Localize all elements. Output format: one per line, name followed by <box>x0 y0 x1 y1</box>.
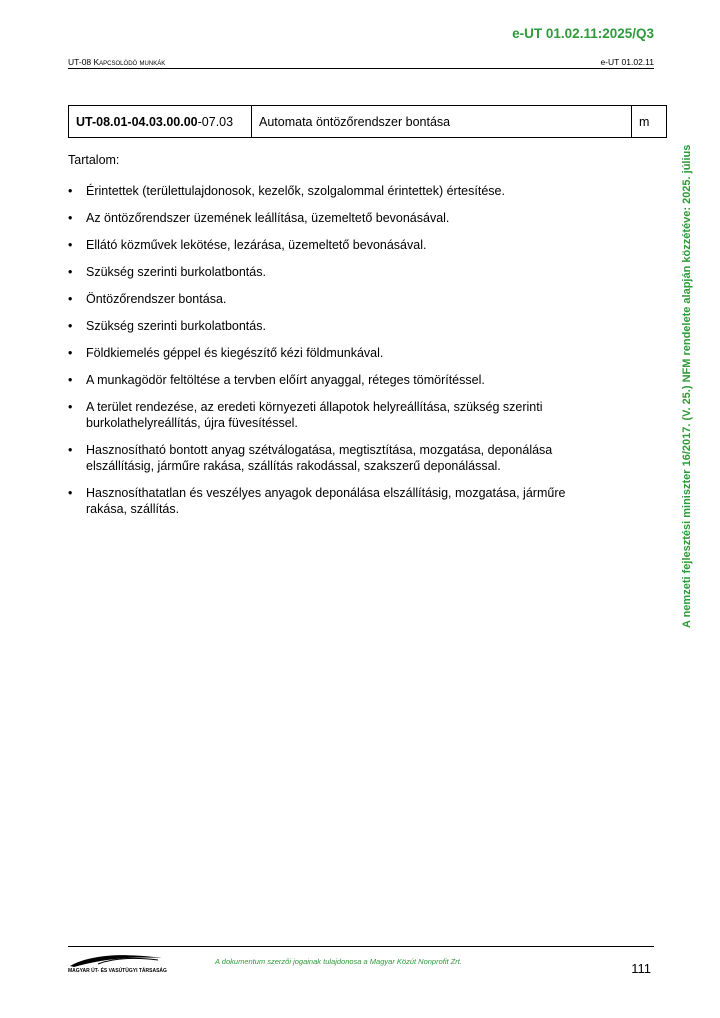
content-list-item <box>68 183 588 199</box>
document-reference: e-UT 01.02.11 <box>600 57 654 67</box>
bullet-icon: • <box>68 400 73 414</box>
item-name-cell: Automata öntözőrendszer bontása <box>252 106 632 137</box>
item-unit-cell: m <box>639 114 650 129</box>
content-list-item <box>68 372 588 388</box>
content-list-item-text: Az öntözőrendszer üzemének leállítása, üzemeltető bevonásával. <box>86 211 450 225</box>
content-list-item <box>68 291 588 307</box>
bullet-icon: • <box>68 238 73 252</box>
content-list-item-text: Hasznosíthatatlan és veszélyes anyagok deponálása elszállításig, mozgatása, járműre rakása, szállítás. <box>86 486 566 516</box>
side-note <box>671 98 691 628</box>
content-list <box>68 172 588 517</box>
content-list-item <box>68 237 588 253</box>
bullet-icon: • <box>68 292 73 306</box>
content-list-item <box>68 318 588 334</box>
running-header <box>68 56 654 69</box>
item-code-suffix: -07.03 <box>197 114 234 129</box>
bullet-icon: • <box>68 443 73 457</box>
item-code-cell <box>69 106 252 137</box>
content-label: Tartalom: <box>68 153 120 167</box>
content-list-item-text: Érintettek (területtulajdonosok, kezelők, szolgalommal érintettek) értesítése. <box>86 184 505 198</box>
section-title: UT-08 Kapcsolódó munkák <box>68 57 166 67</box>
logo-swoosh-icon <box>68 952 164 968</box>
content-list-item <box>68 210 588 226</box>
copyright-notice: A dokumentum szerzői jogainak tulajdonosa a Magyar Közút Nonprofit Zrt. <box>215 957 462 966</box>
content-list-item <box>68 485 588 517</box>
bullet-icon: • <box>68 346 73 360</box>
content-list-item-text: Szükség szerinti burkolatbontás. <box>86 319 266 333</box>
content-list-item <box>68 399 588 431</box>
side-note-text: A nemzeti fejlesztési miniszter 16/2017. (V. 25.) NFM rendelete alapján közzétéve: 2025. július <box>681 144 693 628</box>
content-list-item <box>68 345 588 361</box>
item-code-main: UT-08.01-04.03.00.00 <box>76 114 198 129</box>
content-list-item-text: Hasznosítható bontott anyag szétválogatása, megtisztítása, mozgatása, deponálása elszállításig, járműre rakása, szállítás rakodással, szakszerű deponálással. <box>86 443 553 473</box>
bullet-icon: • <box>68 211 73 225</box>
bullet-icon: • <box>68 486 73 500</box>
bullet-icon: • <box>68 184 73 198</box>
content-list-item-text: Földkiemelés géppel és kiegészítő kézi földmunkával. <box>86 346 384 360</box>
bullet-icon: • <box>68 319 73 333</box>
content-list-item-text: Öntözőrendszer bontása. <box>86 292 227 306</box>
bullet-icon: • <box>68 265 73 279</box>
logo-text: MAGYAR ÚT- ÉS VASÚTÜGYI TÁRSASÁG <box>68 968 167 974</box>
document-code: e-UT 01.02.11:2025/Q3 <box>512 26 654 41</box>
content-list-item-text: Ellátó közművek lekötése, lezárása, üzemeltető bevonásával. <box>86 238 427 252</box>
content-list-item <box>68 264 588 280</box>
content-list-item-text: A munkagödör feltöltése a tervben előírt anyaggal, réteges tömörítéssel. <box>86 373 485 387</box>
footer-divider <box>68 946 654 947</box>
content-list-item <box>68 442 588 474</box>
bullet-icon: • <box>68 373 73 387</box>
content-list-item-text: Szükség szerinti burkolatbontás. <box>86 265 266 279</box>
item-header-table <box>68 105 667 138</box>
mavt-logo <box>68 952 167 974</box>
page-number: 111 <box>631 961 651 976</box>
content-list-item-text: A terület rendezése, az eredeti környezeti állapotok helyreállítása, szükség szerinti burkolathelyreállítás, újra füvesítéssel. <box>86 400 543 430</box>
